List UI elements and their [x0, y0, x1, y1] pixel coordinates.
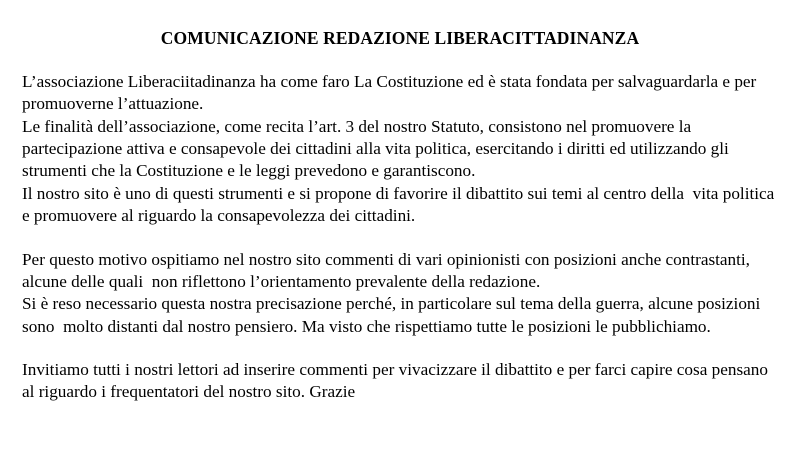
paragraph-1: L’associazione Liberaciitadinanza ha come faro La Costituzione ed è stata fondata per salvaguardarla e per promuoverne l’attuazione. — [22, 72, 761, 114]
paragraph-3: Il nostro sito è uno di questi strumenti e si propone di favorire il dibattito sui temi al centro della vita politica e promuovere al riguardo la consapevolezza dei cittadini. — [22, 183, 779, 226]
paragraph-4: Per questo motivo ospitiamo nel nostro sito commenti di vari opinionisti con posizioni anche contrastanti, alcune delle quali non riflettono l’orientamento prevalente della redazione. — [22, 249, 755, 291]
paragraph-5: Si è reso necessario questa nostra precisazione perché, in particolare sul tema della guerra, alcune posizioni sono molto distanti dal nostro pensiero. Ma visto che rispettiamo tutte le posizioni le pubblichiamo. — [22, 294, 765, 336]
paragraph-2: Le finalità dell’associazione, come recita l’art. 3 del nostro Statuto, consistono nel promuovere la partecipazione attiva e consapevole dei cittadini alla vita politica, esercitando i diritti ed utilizzando gli strumenti che la Costituzione e le leggi prevedono e garantiscono. — [22, 116, 734, 181]
paragraph-spacer-2 — [22, 338, 778, 359]
paragraph-6: Invitiamo tutti i nostri lettori ad inserire commenti per vivacizzare il dibattito e per farci capire cosa pensano al riguardo i frequentatori del nostro sito. Grazie — [22, 359, 773, 402]
paragraph-spacer-1 — [22, 228, 778, 249]
page-title: COMUNICAZIONE REDAZIONE LIBERACITTADINANZA — [160, 28, 640, 48]
